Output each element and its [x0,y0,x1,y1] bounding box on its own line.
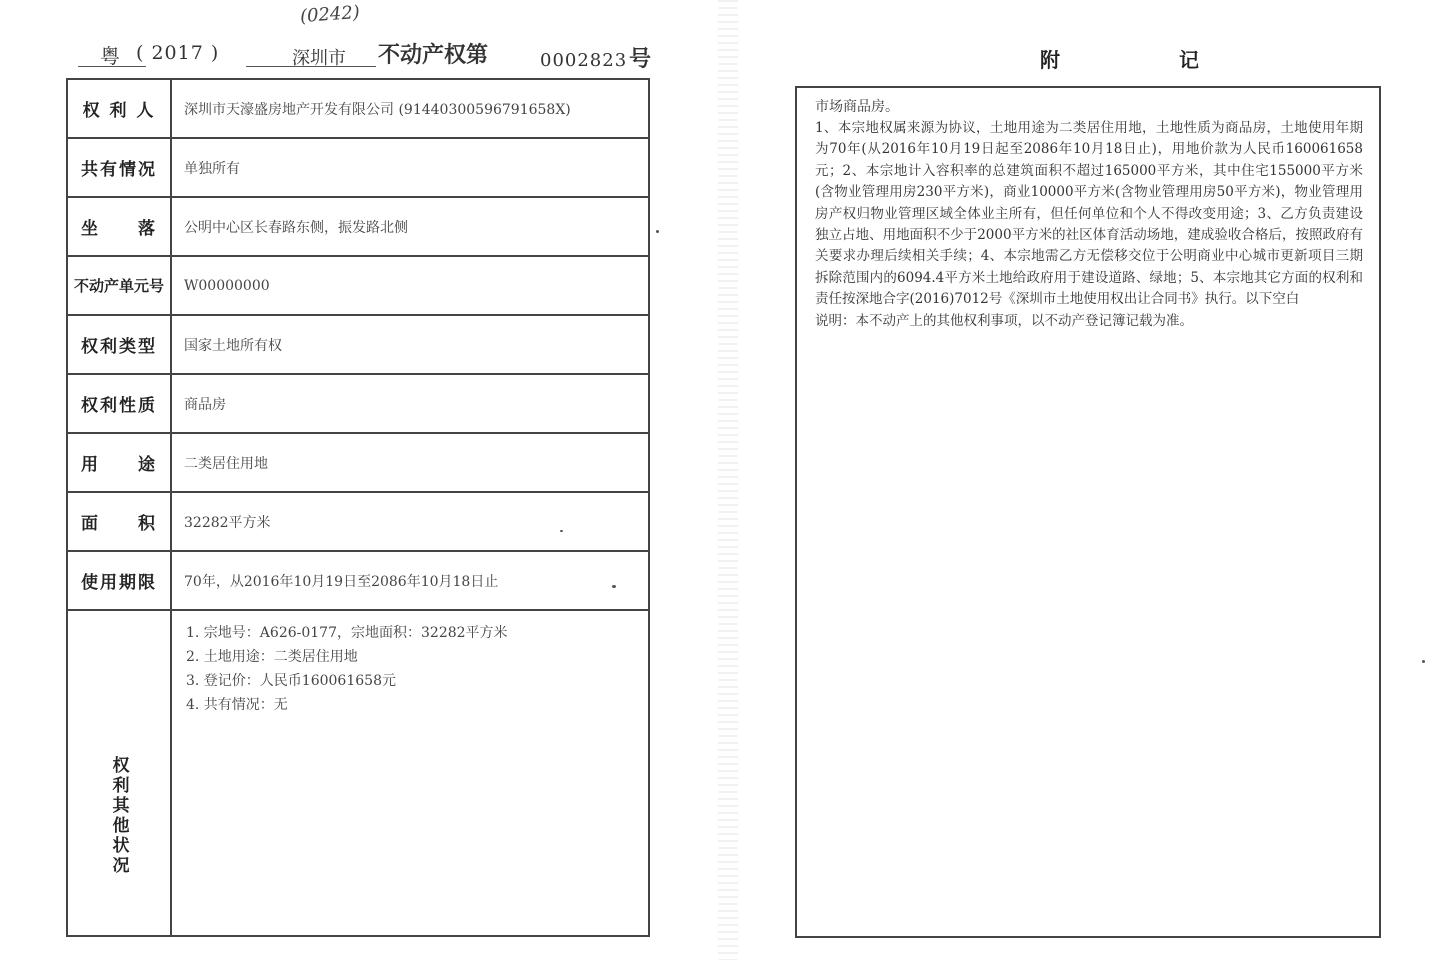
table-row [67,315,649,374]
row-label: 使用期限 [67,551,171,610]
table-row [67,79,649,138]
other-status-line: 3. 登记价：人民币160061658元 [186,673,396,689]
row-label: 权 利 人 [67,79,171,138]
row-value: 70年，从2016年10月19日至2086年10月18日止 [171,551,649,610]
table-row [67,138,649,197]
row-label: 用 途 [67,433,171,492]
row-value: 二类居住用地 [171,433,649,492]
row-label: 权利性质 [67,374,171,433]
certificate-city: 深圳市 [292,48,346,69]
other-status-value [171,610,649,936]
notes-text: 1、本宗地权属来源为协议，土地用途为二类居住用地，土地性质为商品房，土地使用年期为70年(从2016年10月19日起至2086年10月18日止)，用地价款为人民币160061658元；2、本宗地计入容积率的总建筑面积不超过165000平方米，其中住宅155000平方米(含物业管理用房230平方米)，商业10000平方米(含物业管理用房50平方米)，物业管理用房产权归物业管理区域全体业主所有，但任何单位和个人不得改变用途；3、乙方负责建设独立占地、用地面积不少于2000平方米的社区体育活动场地，建成验收合格后，按照政府有关要求办理后续相关手续；4、本宗地需乙方无偿移交位于公明商业中心城市更新项目三期拆除范围内的6094.4平方米土地给政府用于建设道路、绿地；5、本宗地其它方面的权利和责任按深地合字(2016)7012号《深圳市土地使用权出让合同书》执行。以下空白 [815,120,1363,308]
scan-speck [1422,660,1425,663]
certificate-header [0,0,700,80]
row-label [67,610,171,936]
other-status-line: 4. 共有情况：无 [186,697,288,713]
row-label: 不动产单元号 [67,256,171,315]
notes-heading: 附 记 [1040,48,1255,72]
notes-body [815,118,1363,332]
other-status-line: 2. 土地用途：二类居住用地 [186,649,358,665]
table-row [67,551,649,610]
notes-title: 市场商品房。 [815,99,899,115]
row-label: 坐 落 [67,197,171,256]
row-value: 32282平方米 [171,492,649,551]
row-value: 国家土地所有权 [171,315,649,374]
certificate-number: 0002823 [540,50,628,71]
table-row [67,492,649,551]
table-row [67,197,649,256]
handwritten-note: (0242) [299,1,361,28]
other-status-label: 权利其他状况 [108,755,129,876]
underline [246,66,376,67]
certificate-year: ( 2017 ) [136,42,220,64]
row-label: 面 积 [67,492,171,551]
notes-box [795,86,1381,938]
row-value: 公明中心区长春路东侧，振发路北侧 [171,197,649,256]
certificate-number-suffix: 号 [629,46,652,72]
page-fold [718,0,738,960]
table-row [67,374,649,433]
certificate-right-text: 不动产权第 [378,42,489,68]
province-abbr: 粤 [100,44,120,68]
table-row [67,433,649,492]
scan-speck [656,230,659,233]
row-label: 共有情况 [67,138,171,197]
rights-table [66,78,650,937]
row-value: W00000000 [171,256,649,315]
row-value: 商品房 [171,374,649,433]
row-value: 单独所有 [171,138,649,197]
underline [78,66,146,67]
row-value: 深圳市天濠盛房地产开发有限公司 (91440300596791658X) [171,79,649,138]
table-row [67,256,649,315]
notes-explanation: 说明：本不动产上的其他权利事项，以不动产登记簿记载为准。 [815,312,1193,329]
row-label: 权利类型 [67,315,171,374]
other-status-line: 1. 宗地号：A626-0177，宗地面积：32282平方米 [186,625,508,641]
table-row [67,610,649,936]
